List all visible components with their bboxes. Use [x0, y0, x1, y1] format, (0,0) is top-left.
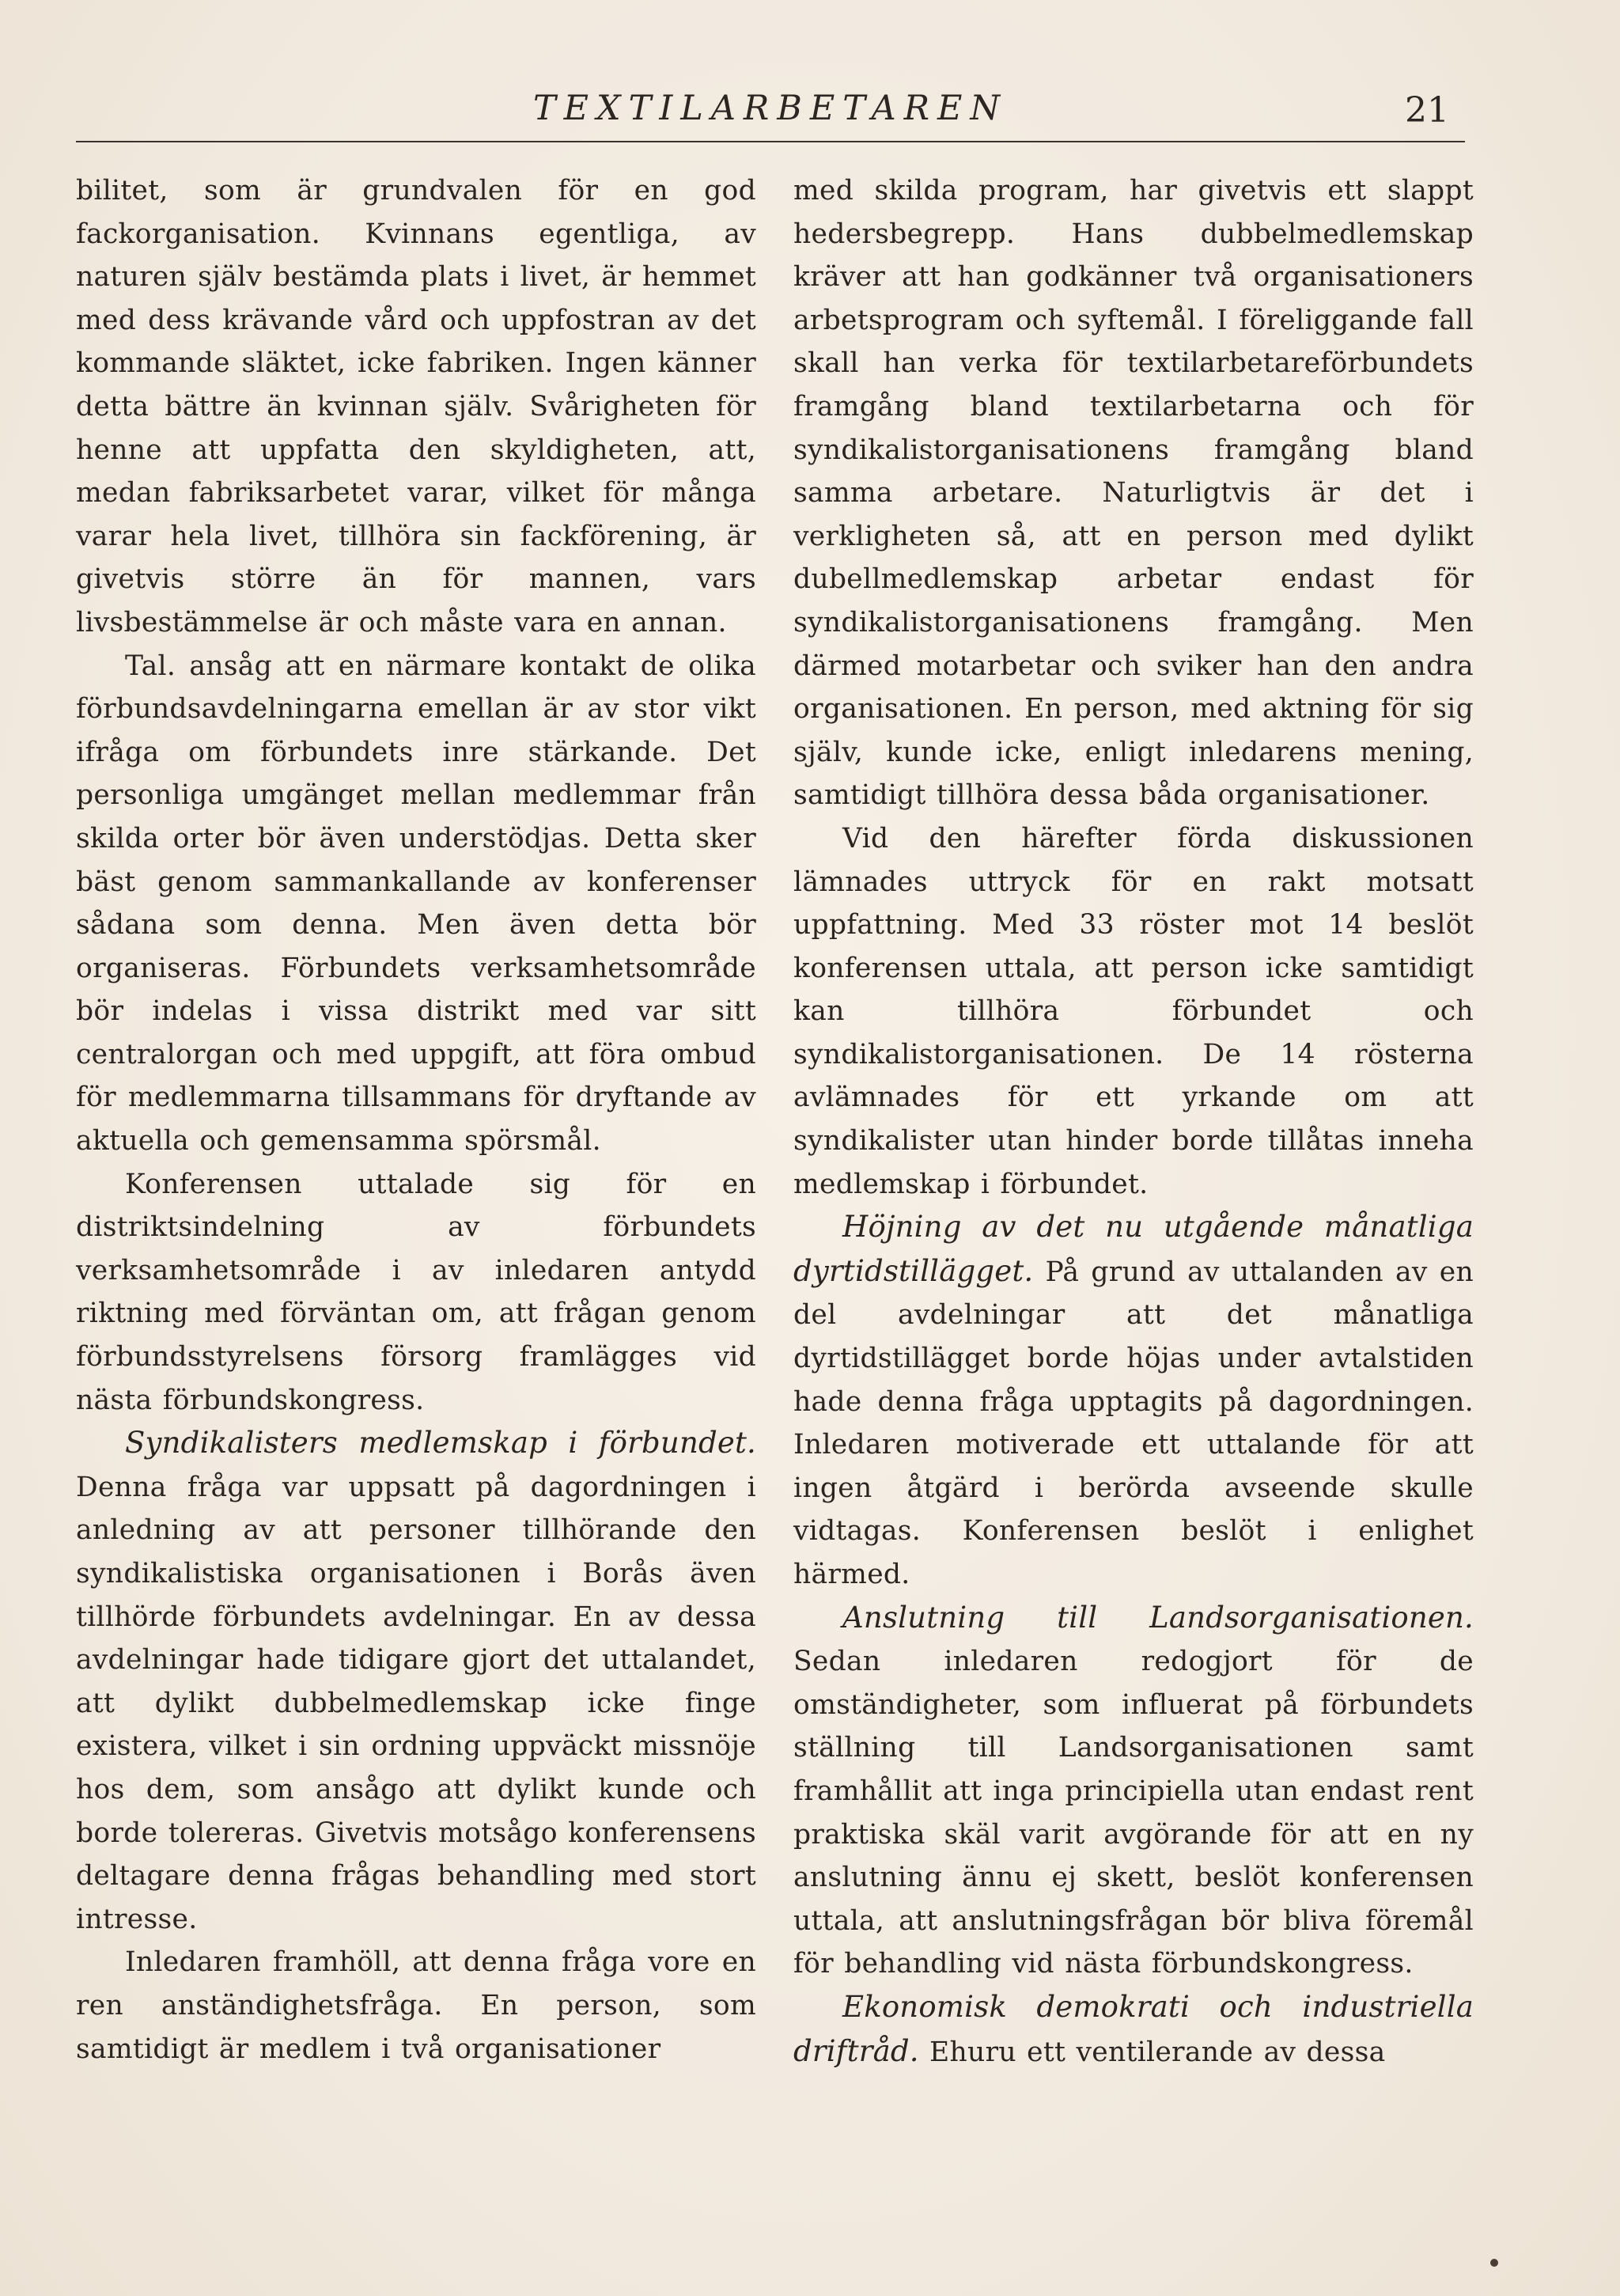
paragraph: Vid den härefter förda diskussionen lämnades uttryck för en rakt motsatt uppfattning. Med 33 röster mot 14 beslöt konferensen uttala, att person icke samtidigt kan tillhöra förbundet och syndikalistorganisationen. De 14 rösterna avlämnades för ett yrkande om att syndikalister utan hinder borde tillåtas inneha medlemskap i förbundet. [793, 822, 1474, 1200]
journal-title: TEXTILARBETAREN [532, 89, 1009, 128]
paragraph: Inledaren framhöll, att denna fråga vore en ren anständighetsfråga. En person, som samtidigt är medlem i två organisationer [76, 1946, 756, 2065]
paragraph-text: Denna fråga var uppsatt på dagordningen i anledning av att personer tillhörande den syndikalistiska organisationen i Borås även tillhörde förbundets avdelningar. En av dessa avdelningar hade tidigare gjort det uttalandet, att dylikt dubbelmedlemskap icke finge existera, vilket i sin ordning uppväckt missnöje hos dem, som ansågo att dylikt kunde och borde tolereras. Givetvis motsågo konferensens deltagare denna frågas behandling med stort intresse. [76, 1471, 756, 1935]
paragraph [793, 1206, 1474, 1596]
section-heading: Anslutning till Landsorganisationen. [842, 1600, 1474, 1635]
left-column [76, 169, 756, 2071]
header-rule [76, 141, 1465, 142]
section-heading: Ekonomisk demokrati och industriella driftråd. [793, 1989, 1474, 2068]
paragraph-text: På grund av uttalanden av en del avdelningar att det månatliga dyrtidstillägget borde höjas under avtalstiden hade denna fråga upptagits på dagordningen. Inledaren motiverade ett uttalande för att ingen åtgärd i berörda avseende skulle vidtagas. Konferensen beslöt i enlighet härmed. [793, 1256, 1474, 1590]
paragraph: Tal. ansåg att en närmare kontakt de olika förbundsavdelningarna emellan är av stor vikt ifråga om förbundets inre stärkande. Det personliga umgänget mellan medlemmar från skilda orter bör även understödjas. Detta sker bäst genom sammankallande av konferenser sådana som denna. Men även detta bör organiseras. Förbundets verksamhetsområde bör indelas i vissa distrikt med var sitt centralorgan och med uppgift, att föra ombud för medlemmarna tillsammans för dryftande av aktuella och gemensamma spörsmål. [76, 650, 756, 1157]
paragraph: bilitet, som är grundvalen för en god fackorganisation. Kvinnans egentliga, av naturen själv bestämda plats i livet, är hemmet med dess krävande vård och uppfostran av det kommande släktet, icke fabriken. Ingen känner detta bättre än kvinnan själv. Svårigheten för henne att uppfatta den skyldigheten, att, medan fabriksarbetet varar, vilket för många varar hela livet, tillhöra sin fackförening, är givetvis större än för mannen, vars livsbestämmelse är och måste vara en annan. [76, 175, 756, 638]
section-heading: Höjning av det nu utgående månatliga dyrtidstillägget. [793, 1210, 1474, 1288]
ink-speck [1490, 2259, 1498, 2267]
page-number: 21 [1405, 90, 1449, 131]
paragraph-text: Sedan inledaren redogjort för de omständigheter, som influerat på förbundets ställning till Landsorganisationen samt framhållit att inga principiella utan endast rent praktiska skäl varit avgörande för att en ny anslutning ännu ej skett, beslöt konferensen uttala, att anslutningsfrågan bör bliva föremål för behandling vid nästa förbundskongress. [793, 1646, 1474, 1980]
paragraph-text: Ehuru ett ventilerande av dessa [929, 2036, 1386, 2068]
page-header [76, 89, 1465, 144]
paragraph [793, 1986, 1474, 2074]
section-heading: Syndikalisters medlemskap i förbundet. [125, 1426, 756, 1461]
paragraph [793, 1597, 1474, 1986]
paragraph: med skilda program, har givetvis ett slappt hedersbegrepp. Hans dubbelmedlemskap kräver att han godkänner två organisationers arbetsprogram och syftemål. I föreliggande fall skall han verka för textilarbetareförbundets framgång bland textilarbetarna och för syndikalistorganisationens framgång bland samma arbetare. Naturligtvis är det i verkligheten så, att en person med dylikt dubellmedlemskap arbetar endast för syndikalistorganisationens framgång. Men därmed motarbetar och sviker han den andra organisationen. En person, med aktning för sig själv, kunde icke, enligt inledarens mening, samtidigt tillhöra dessa båda organisationer. [793, 175, 1474, 812]
paragraph [76, 1422, 756, 1941]
paragraph: Konferensen uttalade sig för en distriktsindelning av förbundets verksamhetsområde i av inledaren antydd riktning med förväntan om, att frågan genom förbundsstyrelsens försorg framlägges vid nästa förbundskongress. [76, 1168, 756, 1416]
right-column [793, 169, 1474, 2074]
